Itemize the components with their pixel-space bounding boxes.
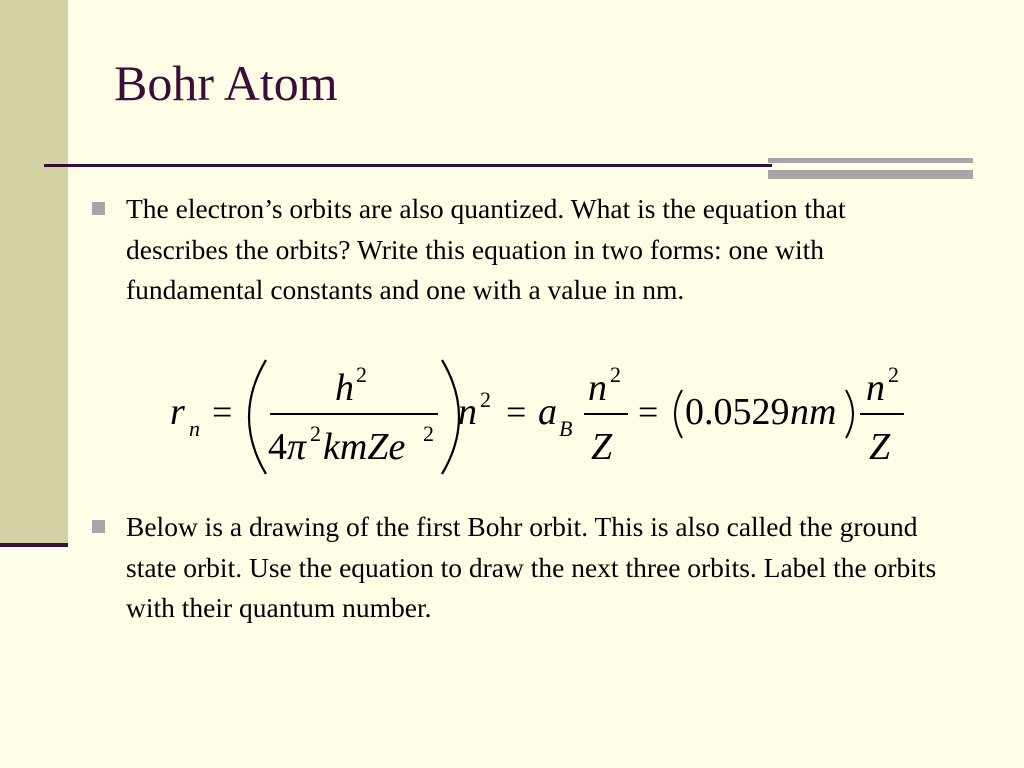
eq-paren-open <box>249 360 266 474</box>
eq-frac3-num-exp: 2 <box>888 362 899 387</box>
eq-frac2-num: n <box>588 367 607 409</box>
eq-unit: nm <box>790 391 837 433</box>
eq-a-subscript: B <box>559 416 573 441</box>
eq-equals-1: = <box>212 392 233 432</box>
eq-factor-n: n <box>458 391 477 433</box>
slide-title: Bohr Atom <box>114 55 338 111</box>
eq-frac1-num-exp: 2 <box>356 362 367 387</box>
eq-frac2-den: Z <box>591 426 613 468</box>
bullet-text: The electron’s orbits are also quantized. What is the equation that describes the orbits? Write this equation in two forms: one with fundamental constants and one with a value in nm. <box>126 193 846 305</box>
eq-frac2-num-exp: 2 <box>610 362 621 387</box>
eq-factor-exp: 2 <box>480 387 491 412</box>
eq-equals-3: = <box>638 392 659 432</box>
eq-frac1-den-rest-exp: 2 <box>423 421 434 446</box>
eq-frac1-den-rest: kmZe <box>323 426 406 468</box>
eq-lhs-r: r <box>170 391 185 433</box>
bohr-radius-equation <box>160 352 920 482</box>
square-bullet-icon <box>92 520 105 533</box>
title-accent-bar-bottom <box>768 170 973 179</box>
bullet-item-orbit-drawing <box>126 507 946 629</box>
eq-frac1-den-pi-exp: 2 <box>310 421 321 446</box>
eq-equals-2: = <box>506 392 527 432</box>
eq-frac1-num: h <box>335 367 354 409</box>
eq-frac3-num: n <box>866 367 885 409</box>
bullet-item-orbit-question <box>126 189 946 311</box>
eq-constant: 0.0529 <box>685 391 790 433</box>
bullet-text: Below is a drawing of the first Bohr orbit. This is also called the ground state orbit. Use the equation to draw the next three orbits. Label the orbits with their quantum number. <box>126 511 937 623</box>
eq-lhs-subscript: n <box>189 416 200 441</box>
eq-small-paren-open <box>675 390 682 438</box>
square-bullet-icon <box>92 202 105 215</box>
title-underline <box>44 164 772 167</box>
eq-frac1-den-pi: π <box>287 426 307 468</box>
eq-a: a <box>538 391 557 433</box>
eq-paren-close <box>442 360 459 474</box>
eq-frac3-den: Z <box>869 426 891 468</box>
left-decorative-band <box>0 0 68 545</box>
eq-frac1-den-coef: 4 <box>268 426 287 468</box>
left-band-accent-line <box>0 543 68 547</box>
equation-graphic <box>160 352 920 482</box>
title-accent-bar-top <box>768 158 973 163</box>
eq-small-paren-close <box>846 390 853 438</box>
